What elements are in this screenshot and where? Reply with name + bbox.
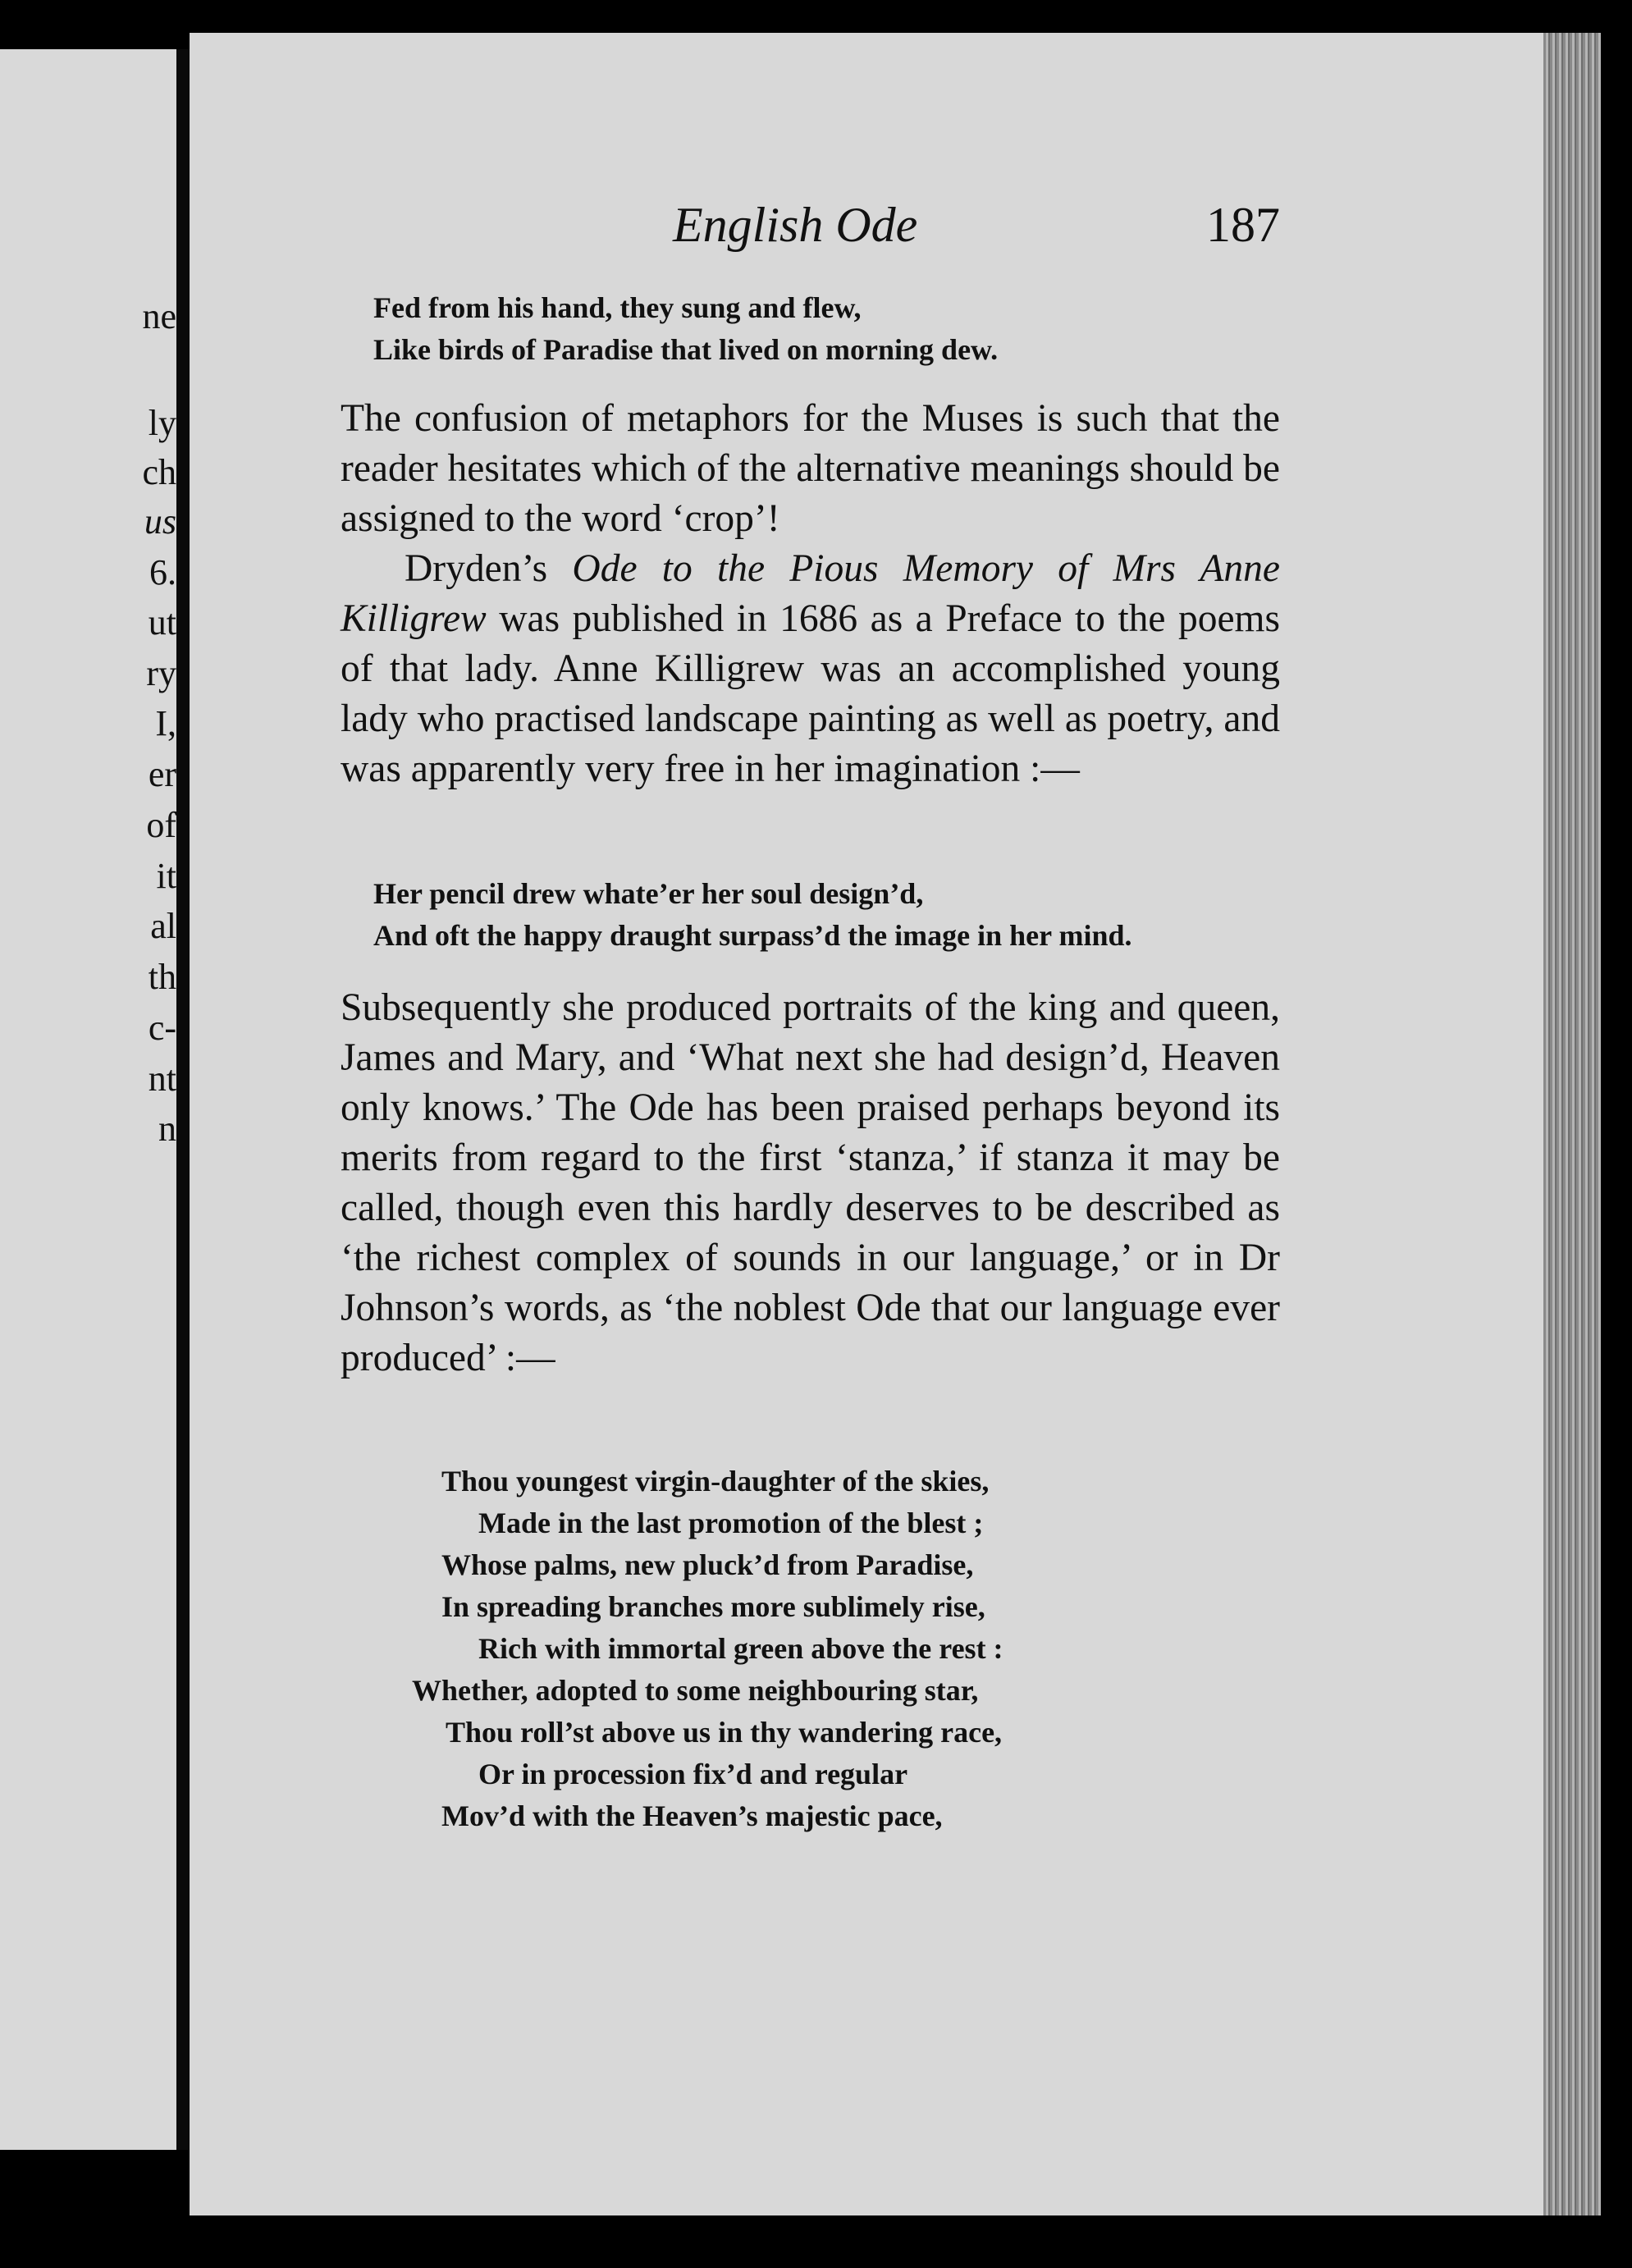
paragraph-text: Subsequently she produced portraits of the king and queen, James and Mary, and ‘What next she had design’d, Heaven only knows.’ The Ode has been praised perhaps beyond its merits from regard to the first ‘stanza,’ if stanza it may be called, though even this hardly deserves to be described as ‘the richest complex of sounds in our language,’ or in Dr Johnson’s words, as ‘the noblest Ode that our language ever produced’ :— (341, 986, 1280, 1379)
facing-fragment: al (150, 906, 176, 946)
verse-line: Thou youngest virgin-daughter of the skies, (441, 1465, 990, 1498)
facing-page (0, 49, 176, 2150)
facing-fragment: it (156, 856, 176, 896)
verse-line: Fed from his hand, they sung and flew, (373, 291, 862, 324)
ode-title: Ode to the Pious Memory of Mrs Anne Killigrew (341, 547, 1281, 640)
facing-fragment: nt (148, 1059, 176, 1099)
facing-fragment: us (144, 501, 176, 542)
facing-fragment: of (146, 805, 176, 845)
facing-fragment: ut (148, 602, 176, 642)
facing-fragment: th (148, 957, 176, 997)
facing-fragment: ne (142, 296, 176, 336)
paragraph-2 (341, 544, 1280, 794)
verse-quote-1 (341, 287, 1280, 371)
verse-line: Thou roll’st above us in thy wandering race, (446, 1716, 1003, 1749)
book-gutter (176, 49, 190, 2150)
facing-fragment: 6. (149, 552, 176, 592)
verse-line: And oft the happy draught surpass’d the image in her mind. (373, 919, 1132, 952)
verse-line: Rich with immortal green above the rest : (478, 1632, 1003, 1665)
paragraph-1 (341, 394, 1280, 544)
facing-fragment: ry (146, 653, 176, 693)
page-edges (1543, 33, 1601, 2215)
facing-fragment: c- (148, 1008, 176, 1048)
verse-line: Her pencil drew whate’er her soul design’d, (373, 877, 924, 910)
verse-line: Whether, adopted to some neighbouring star, (412, 1674, 979, 1707)
verse-line: Mov’d with the Heaven’s majestic pace, (441, 1799, 943, 1832)
paragraph-3 (341, 983, 1280, 1383)
facing-fragment: n (158, 1109, 176, 1149)
facing-fragment: ch (142, 452, 176, 492)
facing-fragment: er (148, 754, 176, 794)
paragraph-lead: Dryden’s (405, 547, 573, 590)
verse-line: Made in the last promotion of the blest ; (478, 1507, 984, 1539)
verse-quote-2 (341, 873, 1280, 957)
facing-fragment: ly (148, 403, 176, 443)
verse-line: Whose palms, new pluck’d from Paradise, (441, 1548, 974, 1581)
paragraph-rest: was published in 1686 as a Preface to the poems of that lady. Anne Killigrew was an accomplished young lady who practised landscape painting as well as poetry, and was apparently very free in her imagination :— (341, 597, 1280, 790)
paragraph-text (341, 544, 1280, 794)
verse-line: In spreading branches more sublimely rise, (441, 1590, 985, 1623)
verse-quote-3 (341, 1461, 1280, 1837)
page-header (476, 197, 1280, 263)
verse-line: Like birds of Paradise that lived on morning dew. (373, 333, 999, 366)
paragraph-text: The confusion of metaphors for the Muses is such that the reader hesitates which of the alternative meanings should be assigned to the word ‘crop’! (341, 397, 1280, 540)
facing-fragment: I, (155, 703, 176, 743)
running-head: English Ode (673, 198, 918, 252)
verse-line: Or in procession fix’d and regular (478, 1758, 908, 1790)
page-number: 187 (1206, 198, 1280, 252)
